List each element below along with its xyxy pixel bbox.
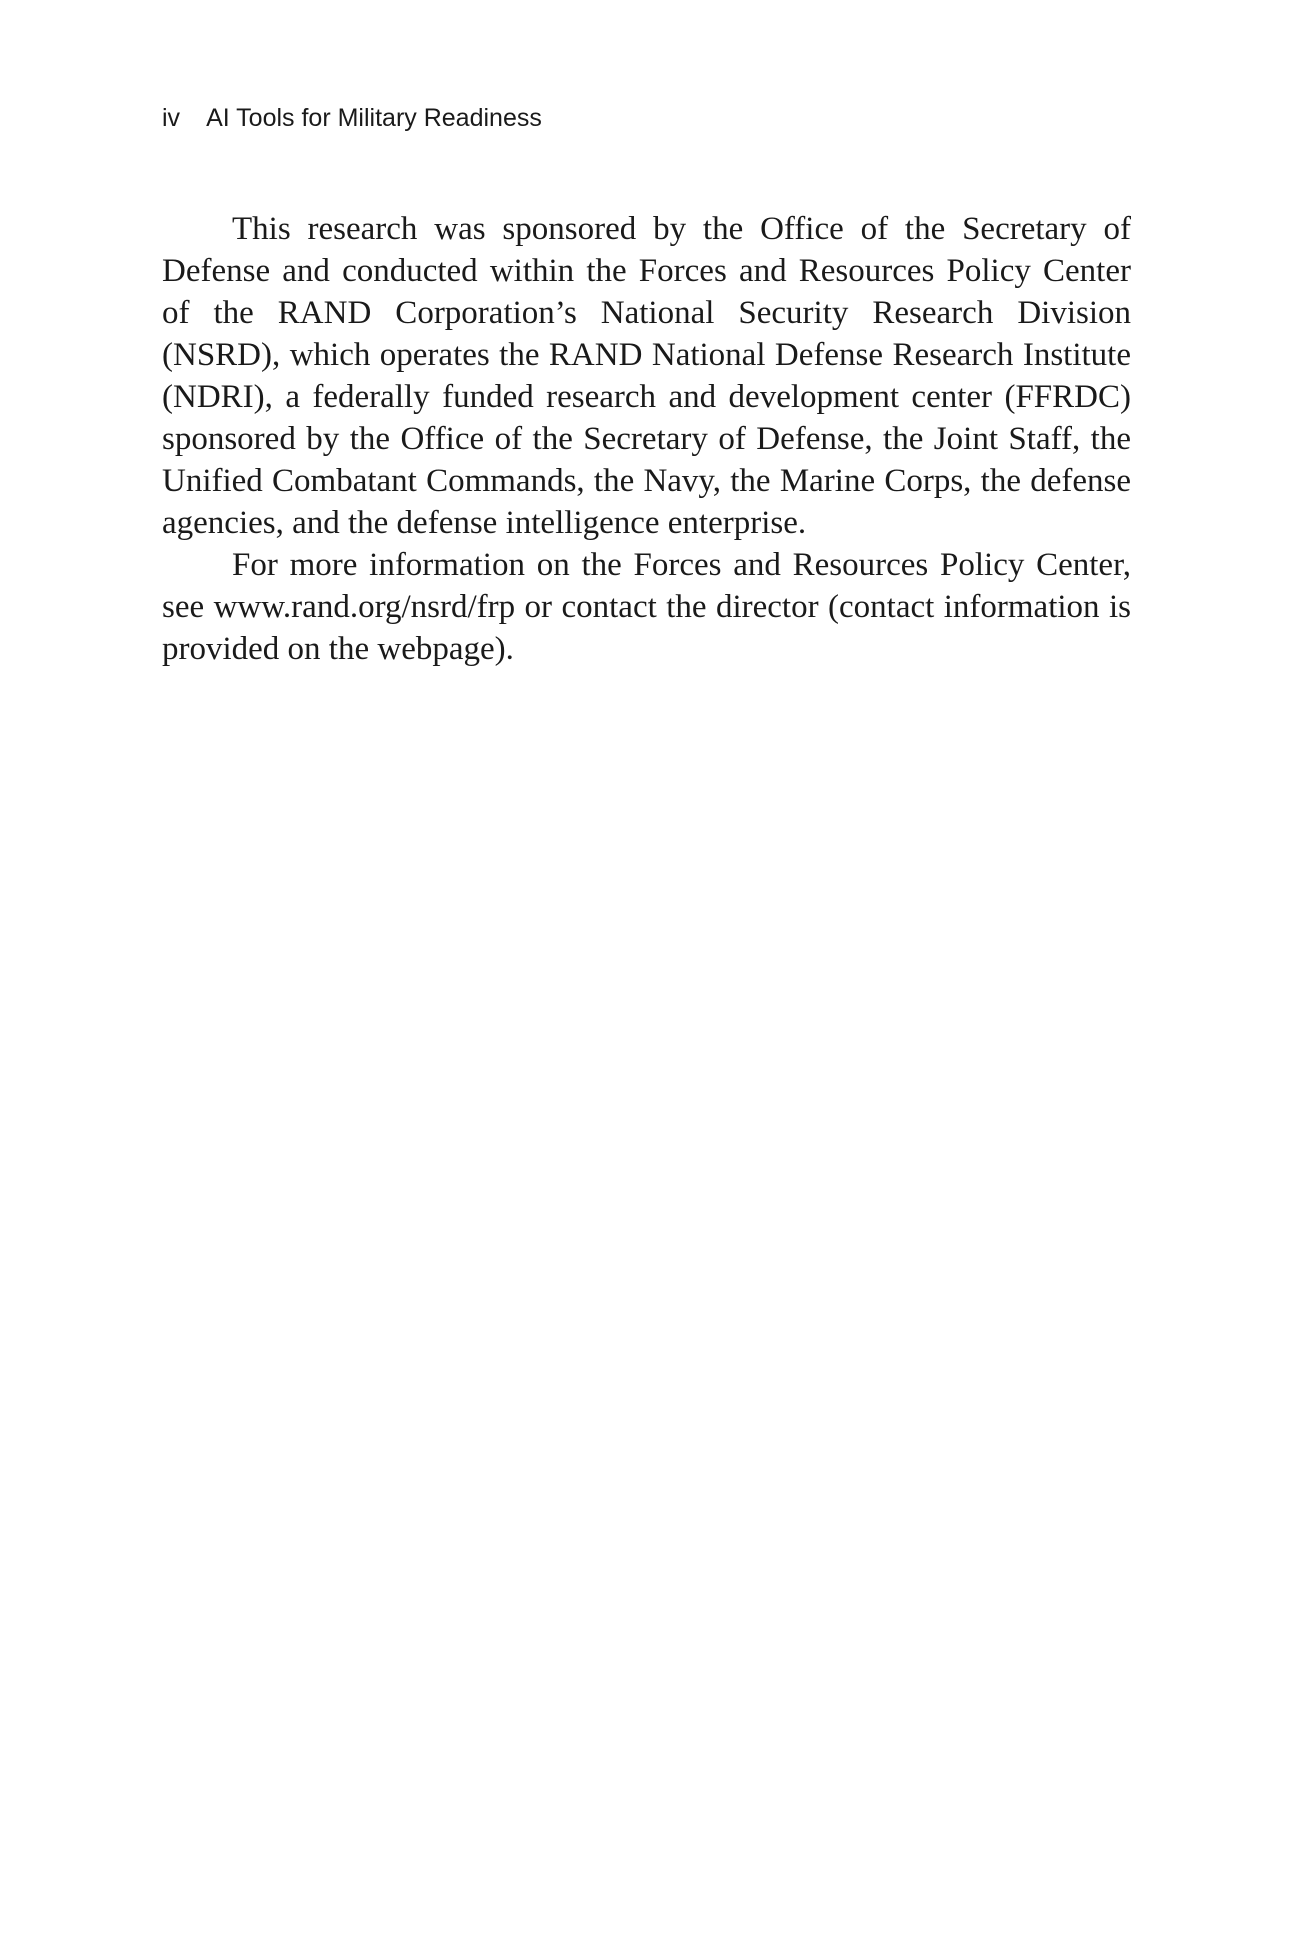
page-number: iv — [162, 104, 181, 132]
running-header — [162, 102, 542, 134]
paragraph-sponsorship: This research was sponsored by the Office of the Secretary of Defense and conducted within the Forces and Resources Policy Center of the RAND Corporation’s National Security Research Division (NSRD), which operates the RAND National Defense Research Institute (NDRI), a federally funded research and development center (FFRDC) sponsored by the Office of the Secretary of Defense, the Joint Staff, the Unified Combatant Commands, the Navy, the Marine Corps, the defense agencies, and the defense intelligence enterprise. — [162, 211, 1131, 541]
body-text — [162, 208, 1131, 670]
running-title: AI Tools for Military Readiness — [206, 104, 542, 132]
paragraph-more-information: For more information on the Forces and Resources Policy Center, see www.rand.org/nsrd/frp or contact the director (contact information is provided on the webpage). — [162, 547, 1131, 667]
